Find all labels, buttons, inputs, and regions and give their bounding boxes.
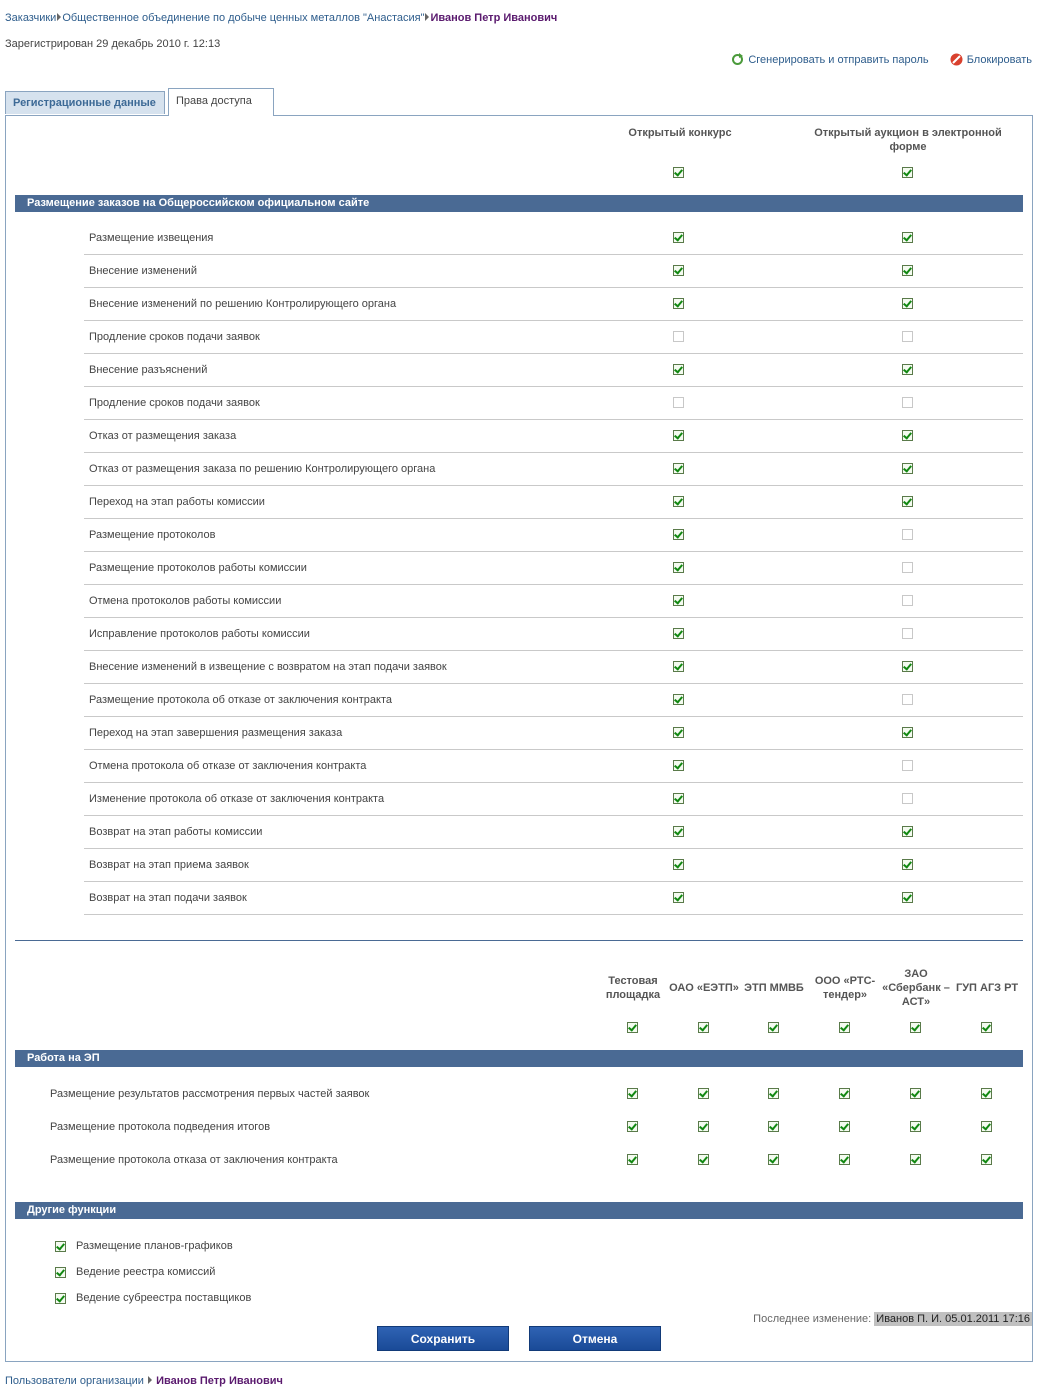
- platform-all-checkbox[interactable]: [627, 1022, 638, 1033]
- other-function-checkbox[interactable]: [55, 1241, 66, 1252]
- section-divider: [15, 940, 1023, 941]
- platform-checkbox[interactable]: [768, 1121, 779, 1132]
- open-tender-checkbox[interactable]: [673, 463, 684, 474]
- e-auction-checkbox[interactable]: [902, 793, 913, 804]
- platform-checkbox[interactable]: [839, 1088, 850, 1099]
- platform-checkbox[interactable]: [839, 1154, 850, 1165]
- open-tender-checkbox[interactable]: [673, 265, 684, 276]
- section-header-other: Другие функции: [15, 1202, 1023, 1219]
- platform-all-checkbox[interactable]: [698, 1022, 709, 1033]
- platform-all-checkbox[interactable]: [768, 1022, 779, 1033]
- block-user-link[interactable]: [950, 53, 1032, 66]
- footer-current-user: Иванов Петр Иванович: [156, 1375, 283, 1387]
- rights-row: [84, 717, 1023, 750]
- rights-row-label: Возврат на этап приема заявок: [89, 859, 249, 871]
- rights-row-label: Возврат на этап подачи заявок: [89, 892, 247, 904]
- e-auction-checkbox[interactable]: [902, 265, 913, 276]
- tab-access-rights[interactable]: Права доступа: [168, 88, 274, 116]
- section-header-official-site: Размещение заказов на Общероссийском официальном сайте: [15, 195, 1023, 212]
- open-tender-checkbox[interactable]: [673, 727, 684, 738]
- open-tender-checkbox[interactable]: [673, 661, 684, 672]
- e-auction-checkbox[interactable]: [902, 892, 913, 903]
- platform-checkbox[interactable]: [768, 1154, 779, 1165]
- open-tender-checkbox[interactable]: [673, 397, 684, 408]
- e-auction-checkbox[interactable]: [902, 298, 913, 309]
- platform-checkbox[interactable]: [981, 1154, 992, 1165]
- open-tender-checkbox[interactable]: [673, 562, 684, 573]
- rights-row-label: Отмена протокола об отказе от заключения контракта: [89, 760, 367, 772]
- rights-row-label: Переход на этап работы комиссии: [89, 496, 265, 508]
- platform-header: ГУП АГЗ РТ: [955, 982, 1019, 994]
- column-header-e-auction: Открытый аукцион в электронной форме: [814, 127, 1002, 153]
- platform-checkbox[interactable]: [910, 1088, 921, 1099]
- user-actions: [713, 53, 1032, 69]
- refresh-icon: [731, 53, 744, 66]
- e-auction-checkbox[interactable]: [902, 727, 913, 738]
- platform-header: Тестовая площадка: [605, 975, 661, 1001]
- platform-checkbox[interactable]: [981, 1088, 992, 1099]
- organization-users-link[interactable]: Пользователи организации: [5, 1375, 144, 1387]
- other-function-label: Ведение реестра комиссий: [76, 1266, 216, 1278]
- e-auction-checkbox[interactable]: [902, 760, 913, 771]
- rights-row: [84, 354, 1023, 387]
- e-auction-checkbox[interactable]: [902, 463, 913, 474]
- footer-breadcrumb: [5, 1375, 283, 1387]
- e-auction-checkbox[interactable]: [902, 364, 913, 375]
- rights-row-label: Отмена протоколов работы комиссии: [89, 595, 282, 607]
- open-tender-checkbox[interactable]: [673, 892, 684, 903]
- e-auction-checkbox[interactable]: [902, 628, 913, 639]
- breadcrumb-separator-icon: [57, 13, 61, 21]
- generate-password-label: Сгенерировать и отправить пароль: [748, 53, 929, 66]
- platform-checkbox[interactable]: [698, 1154, 709, 1165]
- e-auction-checkbox[interactable]: [902, 430, 913, 441]
- breadcrumb-current-user: Иванов Петр Иванович: [430, 12, 558, 24]
- platform-all-checkbox[interactable]: [910, 1022, 921, 1033]
- rights-row: [84, 750, 1023, 783]
- rights-row: [84, 684, 1023, 717]
- platform-checkbox[interactable]: [627, 1088, 638, 1099]
- ep-rights-row-label: Размещение протокола подведения итогов: [50, 1121, 271, 1133]
- open-tender-checkbox[interactable]: [673, 331, 684, 342]
- e-auction-checkbox[interactable]: [902, 595, 913, 606]
- e-auction-all-checkbox[interactable]: [902, 167, 913, 178]
- platform-header: ЭТП ММВБ: [744, 982, 804, 994]
- rights-row: [84, 387, 1023, 420]
- rights-row: [84, 222, 1023, 255]
- rights-row-label: Внесение изменений: [89, 265, 197, 277]
- open-tender-checkbox[interactable]: [673, 859, 684, 870]
- ep-rights-row: [45, 1078, 1025, 1111]
- e-auction-checkbox[interactable]: [902, 331, 913, 342]
- rights-row: [84, 882, 1023, 915]
- platform-checkbox[interactable]: [839, 1121, 850, 1132]
- rights-row-label: Отказ от размещения заказа по решению Контролирующего органа: [89, 463, 436, 475]
- last-change-value: Иванов П. И. 05.01.2011 17:16: [876, 1313, 1030, 1325]
- e-auction-checkbox[interactable]: [902, 859, 913, 870]
- ep-rights-row-label: Размещение протокола отказа от заключения контракта: [50, 1154, 338, 1166]
- breadcrumb-org-link[interactable]: Общественное объединение по добыче ценных металлов "Анастасия": [62, 12, 425, 24]
- rights-row-label: Продление сроков подачи заявок: [89, 397, 260, 409]
- last-change-label: Последнее изменение:: [753, 1313, 872, 1325]
- platform-checkbox[interactable]: [698, 1121, 709, 1132]
- rights-row-label: Размещение извещения: [89, 232, 214, 244]
- platform-all-checkbox[interactable]: [981, 1022, 992, 1033]
- open-tender-checkbox[interactable]: [673, 232, 684, 243]
- platform-checkbox[interactable]: [698, 1088, 709, 1099]
- rights-row-label: Внесение изменений по решению Контролирующего органа: [89, 298, 397, 310]
- platform-header: ООО «РТС-тендер»: [814, 975, 876, 1001]
- last-change: [753, 1313, 1032, 1325]
- platform-checkbox[interactable]: [627, 1154, 638, 1165]
- tab-registration[interactable]: Регистрационные данные: [5, 91, 165, 114]
- rights-row-label: Переход на этап завершения размещения заказа: [89, 727, 343, 739]
- open-tender-checkbox[interactable]: [673, 529, 684, 540]
- rights-row: [84, 552, 1023, 585]
- column-header-open-tender: Открытый конкурс: [628, 127, 732, 139]
- rights-row: [84, 288, 1023, 321]
- e-auction-checkbox[interactable]: [902, 232, 913, 243]
- open-tender-all-checkbox[interactable]: [673, 167, 684, 178]
- open-tender-checkbox[interactable]: [673, 595, 684, 606]
- open-tender-checkbox[interactable]: [673, 298, 684, 309]
- ep-rights-row-label: Размещение результатов рассмотрения первых частей заявок: [50, 1088, 370, 1100]
- rights-row: [84, 453, 1023, 486]
- breadcrumb: [5, 12, 557, 24]
- block-icon: [950, 53, 963, 66]
- e-auction-checkbox[interactable]: [902, 496, 913, 507]
- rights-row: [84, 783, 1023, 816]
- registration-date: Зарегистрирован 29 декабрь 2010 г. 12:13: [5, 38, 221, 50]
- rights-row: [84, 486, 1023, 519]
- rights-row: [84, 420, 1023, 453]
- rights-row-label: Размещение протоколов работы комиссии: [89, 562, 307, 574]
- rights-row-label: Возврат на этап работы комиссии: [89, 826, 263, 838]
- rights-row: [84, 849, 1023, 882]
- rights-row: [84, 651, 1023, 684]
- platform-header: ЗАО «Сбербанк – АСТ»: [882, 968, 950, 1008]
- e-auction-checkbox[interactable]: [902, 397, 913, 408]
- platform-checkbox[interactable]: [910, 1154, 921, 1165]
- generate-password-link[interactable]: [731, 53, 928, 66]
- breadcrumb-customers-link[interactable]: Заказчики: [5, 12, 57, 24]
- open-tender-checkbox[interactable]: [673, 694, 684, 705]
- platform-checkbox[interactable]: [768, 1088, 779, 1099]
- open-tender-checkbox[interactable]: [673, 496, 684, 507]
- platform-all-checkbox[interactable]: [839, 1022, 850, 1033]
- rights-row-label: Внесение разъяснений: [89, 364, 208, 376]
- rights-row-label: Размещение протокола об отказе от заключения контракта: [89, 694, 392, 706]
- e-auction-checkbox[interactable]: [902, 826, 913, 837]
- cancel-button[interactable]: Отмена: [529, 1326, 661, 1351]
- rights-row: [84, 618, 1023, 651]
- open-tender-checkbox[interactable]: [673, 364, 684, 375]
- other-function-label: Ведение субреестра поставщиков: [76, 1292, 252, 1304]
- rights-row: [84, 816, 1023, 849]
- rights-row: [84, 519, 1023, 552]
- block-label: Блокировать: [966, 53, 1032, 66]
- e-auction-checkbox[interactable]: [902, 694, 913, 705]
- other-function-checkbox[interactable]: [55, 1293, 66, 1304]
- breadcrumb-separator-icon: [425, 13, 429, 21]
- open-tender-checkbox[interactable]: [673, 628, 684, 639]
- open-tender-checkbox[interactable]: [673, 826, 684, 837]
- rights-row: [84, 255, 1023, 288]
- open-tender-checkbox[interactable]: [673, 760, 684, 771]
- other-function-label: Размещение планов-графиков: [76, 1240, 233, 1252]
- rights-row: [84, 321, 1023, 354]
- platform-header: ОАО «ЕЭТП»: [669, 982, 739, 994]
- section-header-ep: Работа на ЭП: [15, 1050, 1023, 1067]
- platform-checkbox[interactable]: [627, 1121, 638, 1132]
- other-function-checkbox[interactable]: [55, 1267, 66, 1278]
- open-tender-checkbox[interactable]: [673, 793, 684, 804]
- breadcrumb-separator-icon: [148, 1376, 152, 1384]
- ep-rights-row: [45, 1144, 1025, 1177]
- rights-row: [84, 585, 1023, 618]
- rights-row-label: Продление сроков подачи заявок: [89, 331, 260, 343]
- e-auction-checkbox[interactable]: [902, 529, 913, 540]
- rights-row-label: Размещение протоколов: [89, 529, 216, 541]
- e-auction-checkbox[interactable]: [902, 562, 913, 573]
- rights-row-label: Отказ от размещения заказа: [89, 430, 237, 442]
- ep-rights-row: [45, 1111, 1025, 1144]
- rights-row-label: Исправление протоколов работы комиссии: [89, 628, 310, 640]
- save-button[interactable]: Сохранить: [377, 1326, 509, 1351]
- platform-checkbox[interactable]: [910, 1121, 921, 1132]
- rights-row-label: Внесение изменений в извещение с возвратом на этап подачи заявок: [89, 661, 447, 673]
- open-tender-checkbox[interactable]: [673, 430, 684, 441]
- platform-checkbox[interactable]: [981, 1121, 992, 1132]
- rights-row-label: Изменение протокола об отказе от заключения контракта: [89, 793, 385, 805]
- e-auction-checkbox[interactable]: [902, 661, 913, 672]
